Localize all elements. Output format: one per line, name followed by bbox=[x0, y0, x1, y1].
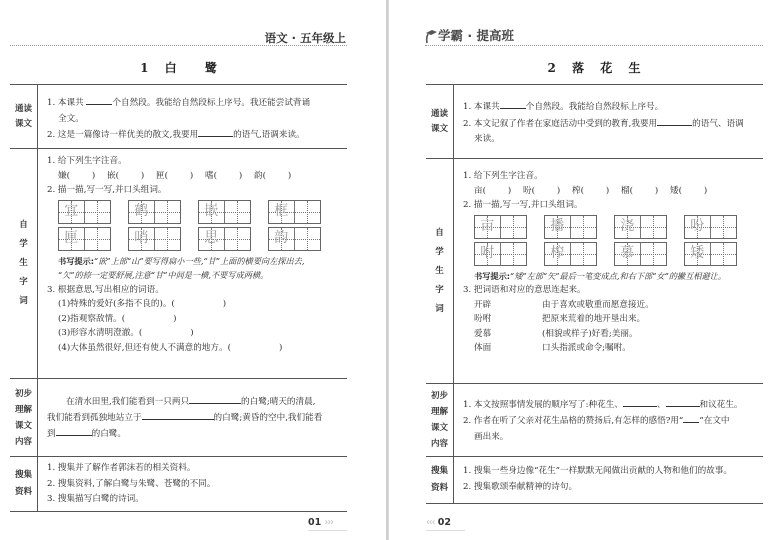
pinyin-item[interactable]: 矮( ) bbox=[670, 185, 708, 196]
question-text: 1. 本课共 bbox=[47, 98, 84, 108]
label-line: 自 bbox=[435, 227, 444, 238]
page-number bbox=[426, 517, 465, 531]
section-label bbox=[10, 85, 38, 148]
section-label bbox=[10, 379, 38, 456]
pinyin-item[interactable]: 韵( ) bbox=[254, 170, 292, 181]
pinyin-item[interactable]: 嵌( ) bbox=[107, 170, 145, 181]
label-line: 通读 bbox=[14, 103, 32, 114]
section-label bbox=[426, 85, 454, 158]
tian-grid[interactable] bbox=[128, 227, 181, 251]
tian-grid-row bbox=[463, 215, 763, 239]
pinyin-item[interactable]: 亩( ) bbox=[474, 185, 512, 196]
answer-blank[interactable] bbox=[657, 116, 692, 126]
section-understand bbox=[10, 379, 347, 457]
question: 1. 本文按照事情发展的顺序写了:种花生、 、 和议花生。 bbox=[463, 397, 763, 413]
match-meaning[interactable]: 由于喜欢或敬重而愿意接近。 bbox=[542, 299, 654, 310]
match-row bbox=[463, 327, 763, 342]
question-text: 画出来。 bbox=[474, 432, 509, 442]
trace-char: 吩 bbox=[690, 217, 705, 234]
tian-grid[interactable] bbox=[268, 227, 321, 251]
label-line: 理解 bbox=[430, 407, 448, 417]
page-number bbox=[308, 517, 347, 531]
match-word[interactable]: 体面 bbox=[474, 343, 492, 353]
lesson-number: 1 bbox=[140, 61, 149, 75]
section-label bbox=[426, 159, 454, 383]
page-number-text: 02 bbox=[437, 517, 451, 528]
question-text: 1. 给下列生字注音。 bbox=[47, 156, 127, 166]
tian-grid[interactable] bbox=[268, 200, 321, 224]
answer-blank[interactable] bbox=[56, 426, 92, 436]
label-line: 课文 bbox=[430, 123, 448, 134]
pinyin-item[interactable]: 吩( ) bbox=[523, 185, 561, 196]
lesson-title-char: 白 bbox=[164, 61, 177, 75]
label-line: 字 bbox=[435, 284, 444, 295]
trace-char: 慕 bbox=[620, 244, 635, 261]
question-text: 3. 根据意思,写出相应的词语。 bbox=[47, 284, 164, 295]
graduation-cap-icon bbox=[425, 28, 437, 44]
question-text: 来读。 bbox=[474, 134, 500, 144]
question-text: 2. 这是一篇像诗一样优美的散文,我要用 bbox=[47, 130, 199, 140]
next-arrows-icon: ››› bbox=[324, 517, 333, 528]
answer-blank[interactable] bbox=[500, 99, 526, 109]
definition-item: (2)指观察敌情。( ) bbox=[58, 313, 177, 324]
collect-item: 1. 搜集一些身边像“花生”一样默默无闻做出贡献的人物和他们的故事。 bbox=[463, 466, 732, 476]
page-number-text: 01 bbox=[308, 517, 322, 528]
trace-char: 框 bbox=[274, 202, 289, 219]
section-label bbox=[426, 384, 454, 456]
label-line: 内容 bbox=[14, 436, 32, 447]
lesson-title bbox=[10, 59, 347, 76]
label-line: 初步 bbox=[430, 391, 448, 401]
section-understand bbox=[426, 384, 763, 457]
match-row bbox=[463, 298, 763, 313]
label-line: 生 bbox=[435, 265, 444, 276]
label-line: 生 bbox=[19, 258, 28, 268]
trace-char: 韵 bbox=[274, 229, 289, 246]
collect-item: 2. 搜集歌颂奉献精神的诗句。 bbox=[463, 482, 578, 492]
lesson-table bbox=[426, 84, 763, 504]
pinyin-item[interactable]: 嫌( ) bbox=[58, 170, 96, 181]
match-meaning[interactable]: (相貌或样子)好看;美丽。 bbox=[542, 328, 638, 339]
answer-blank[interactable] bbox=[189, 394, 241, 404]
tip-label: 书写提示: bbox=[474, 270, 511, 281]
collect-item: 2. 搜集资料,了解白鹭与朱鹭、苍鹭的不同。 bbox=[47, 478, 216, 489]
section-read bbox=[10, 85, 347, 149]
match-word[interactable]: 爱慕 bbox=[474, 328, 492, 339]
pinyin-item[interactable]: 嗜( ) bbox=[205, 170, 243, 181]
underline-mark bbox=[683, 413, 699, 423]
label-line: 初步 bbox=[14, 388, 32, 399]
tip-text: “矮”左部“矢”最后一笔变成点,和右下部“女”的撇互相避让。 bbox=[510, 270, 727, 281]
trace-char: 宜 bbox=[64, 202, 79, 219]
question bbox=[47, 95, 347, 112]
section-collect bbox=[10, 457, 347, 512]
book-spine bbox=[386, 0, 389, 540]
tian-grid-row bbox=[463, 242, 763, 266]
tian-grid[interactable] bbox=[128, 200, 181, 224]
writing-tip bbox=[47, 254, 347, 269]
label-line: 通读 bbox=[430, 108, 448, 119]
tian-grid-row bbox=[47, 200, 347, 224]
tian-grid[interactable] bbox=[474, 242, 527, 266]
label-line: 词 bbox=[435, 303, 444, 314]
label-line: 词 bbox=[19, 296, 28, 306]
fill-paragraph: 我们能看到孤独地站立于 的白鹭;黄昏的空中,我们能看 bbox=[47, 410, 347, 426]
tian-grid[interactable] bbox=[58, 227, 111, 251]
match-row bbox=[463, 341, 763, 356]
tian-grid[interactable] bbox=[614, 242, 667, 266]
definition-item: (1)特殊的爱好(多指不良的)。( ) bbox=[58, 299, 227, 309]
trace-char: 鹤 bbox=[134, 202, 149, 219]
match-word[interactable]: 开辟 bbox=[474, 299, 492, 310]
section-collect bbox=[426, 457, 763, 504]
question-text: 2. 描一描,写一写,并口头组词。 bbox=[463, 200, 583, 210]
question bbox=[47, 127, 347, 144]
label-line: 自 bbox=[19, 220, 28, 230]
lesson-title-char: 花 bbox=[600, 61, 613, 75]
lesson-number: 2 bbox=[547, 61, 556, 75]
tip-text: “欠”的捺一定要舒展,注意“甘”中间是一横,不要写成两横。 bbox=[58, 270, 269, 280]
pinyin-row bbox=[463, 184, 763, 199]
tian-grid[interactable] bbox=[474, 215, 527, 239]
tian-grid[interactable] bbox=[58, 200, 111, 224]
question: 1. 本课共 个自然段。我能给自然段标上序号。 bbox=[463, 99, 763, 116]
match-meaning[interactable]: 把原来荒着的地开垦出来。 bbox=[542, 314, 646, 324]
section-label bbox=[426, 457, 454, 503]
trace-char: 哨 bbox=[134, 229, 149, 246]
tian-grid[interactable] bbox=[684, 215, 737, 239]
question-text: 3. 把词语和对应的意思连起来。 bbox=[463, 285, 586, 295]
label-line: 搜集 bbox=[430, 466, 448, 476]
pinyin-item[interactable]: 匣( ) bbox=[156, 170, 194, 181]
section-words bbox=[10, 149, 347, 379]
trace-char: 亩 bbox=[480, 217, 495, 234]
trace-char: 思 bbox=[204, 229, 219, 246]
section-words bbox=[426, 159, 763, 384]
left-page bbox=[0, 0, 386, 540]
tian-grid-row bbox=[47, 227, 347, 251]
label-line: 内容 bbox=[430, 439, 448, 449]
tian-grid[interactable] bbox=[614, 215, 667, 239]
definition-item: (3)形容水清明澄澈。( ) bbox=[58, 328, 194, 338]
match-row bbox=[463, 312, 763, 327]
question-text: 2. 描一描,写一写,并口头组词。 bbox=[47, 185, 167, 195]
tian-grid[interactable] bbox=[544, 242, 597, 266]
label-line: 学 bbox=[435, 246, 444, 257]
answer-blank[interactable] bbox=[142, 410, 214, 420]
header-divider bbox=[10, 45, 347, 46]
lesson-title-char: 落 bbox=[572, 61, 585, 75]
label-line: 理解 bbox=[14, 404, 32, 415]
trace-char: 浇 bbox=[620, 217, 635, 234]
tian-grid[interactable] bbox=[544, 215, 597, 239]
brand-logo bbox=[425, 26, 514, 44]
trace-char: 榨 bbox=[550, 244, 565, 261]
logo-text: 学霸 · 提高班 bbox=[438, 28, 514, 43]
match-meaning[interactable]: 口头指派或命令;嘱咐。 bbox=[542, 343, 631, 353]
question-text: 的语气,语调来读。 bbox=[233, 130, 305, 140]
collect-item: 1. 搜集并了解作者郭沫若的相关资料。 bbox=[47, 463, 196, 473]
trace-char: 播 bbox=[550, 217, 565, 234]
label-line: 字 bbox=[19, 277, 28, 287]
question-text: 个自然段。我能给自然段标上序号。我还能尝试背诵 bbox=[112, 98, 311, 108]
lesson-title-char: 生 bbox=[628, 61, 641, 75]
label-line: 资料 bbox=[14, 487, 32, 497]
section-read bbox=[426, 85, 763, 159]
label-line: 资料 bbox=[430, 483, 448, 493]
prev-arrows-icon: ‹‹‹ bbox=[426, 517, 435, 528]
trace-char: 矮 bbox=[690, 244, 705, 261]
trace-char: 嵌 bbox=[204, 202, 219, 219]
lesson-table bbox=[10, 84, 347, 512]
section-label bbox=[10, 457, 38, 511]
label-line: 课文 bbox=[430, 423, 448, 433]
pinyin-item[interactable]: 榨( ) bbox=[572, 185, 610, 196]
answer-blank[interactable] bbox=[623, 397, 657, 407]
lesson-title-char: 鹭 bbox=[204, 61, 217, 75]
tip-label: 书写提示: bbox=[58, 255, 95, 266]
header-divider bbox=[425, 45, 763, 46]
pinyin-item[interactable]: 榴( ) bbox=[621, 185, 659, 196]
tian-grid[interactable] bbox=[684, 242, 737, 266]
match-word[interactable]: 吩咐 bbox=[474, 314, 492, 324]
label-line: 课文 bbox=[14, 118, 32, 129]
question-text: 1. 给下列生字注音。 bbox=[463, 171, 543, 181]
lesson-title bbox=[425, 59, 763, 76]
answer-blank[interactable] bbox=[86, 95, 112, 105]
trace-char: 咐 bbox=[480, 244, 495, 261]
fill-paragraph: 在清水田里,我们能看到一只两只 的白鹭;晴天的清晨, bbox=[47, 394, 347, 410]
tip-text: “嵌”上部“山”要写得扁小一些,“甘”上面的横要向左探出去, bbox=[94, 255, 305, 266]
section-label bbox=[10, 149, 38, 378]
writing-tip bbox=[463, 269, 763, 284]
collect-item: 3. 搜集描写白鹭的诗词。 bbox=[47, 494, 144, 504]
question: 2. 本文记叙了作者在家庭活动中受到的教育,我要用 的语气、语调 bbox=[463, 116, 763, 133]
definition-item: (4)大体虽然很好,但还有使人不满意的地方。( ) bbox=[58, 342, 283, 353]
label-line: 学 bbox=[19, 239, 28, 249]
tian-grid[interactable] bbox=[198, 200, 251, 224]
question-text: 全文。 bbox=[58, 113, 84, 124]
answer-blank[interactable] bbox=[666, 397, 700, 407]
running-head: 语文 · 五年级上 bbox=[264, 31, 346, 45]
answer-blank[interactable] bbox=[198, 127, 233, 137]
pinyin-row bbox=[47, 169, 347, 184]
trace-char: 匣 bbox=[64, 229, 79, 246]
label-line: 课文 bbox=[14, 420, 32, 431]
label-line: 搜集 bbox=[14, 470, 32, 480]
fill-paragraph: 到 的白鹭。 bbox=[47, 426, 347, 442]
tian-grid[interactable] bbox=[198, 227, 251, 251]
question: 2. 作者在听了父亲对花生品格的赞扬后,有怎样的感悟?用“ ”在文中 bbox=[463, 413, 763, 429]
